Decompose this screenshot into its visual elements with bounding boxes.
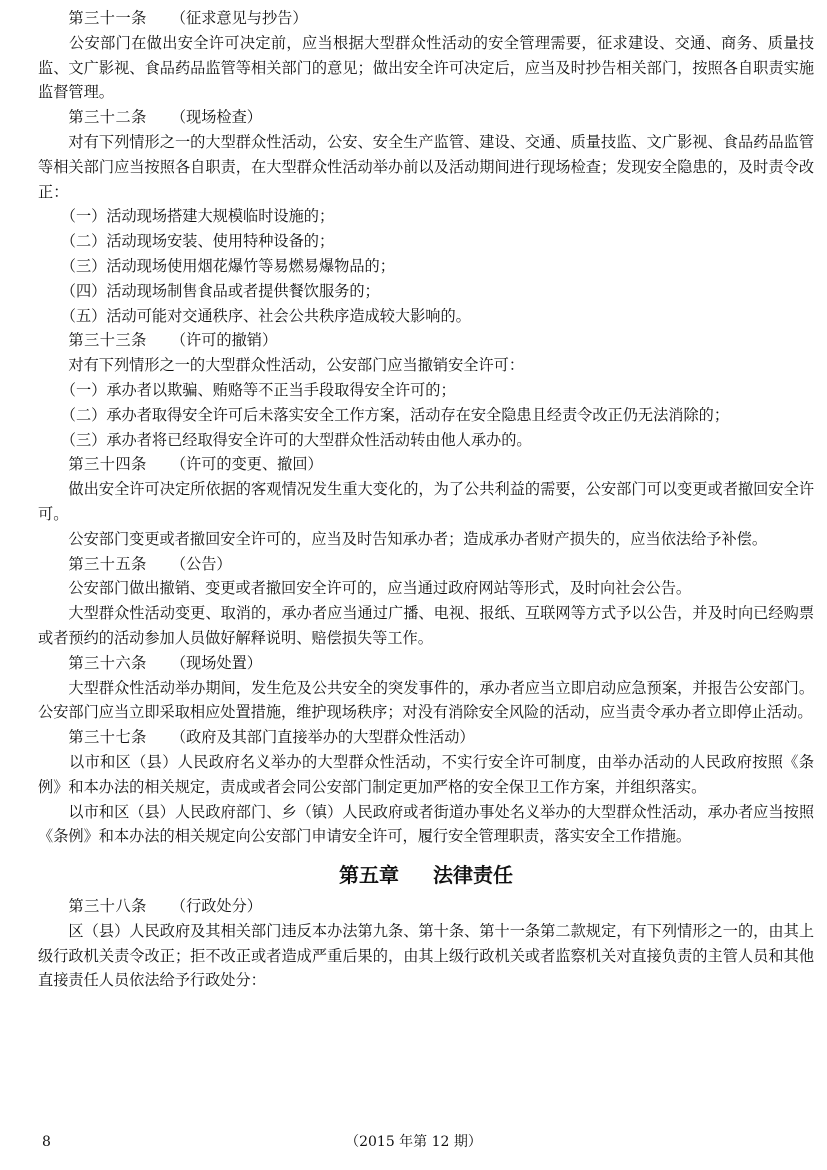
article-number: 第三十二条: [68, 108, 147, 127]
paragraph: （二）承办者取得安全许可后未落实安全工作方案，活动存在安全隐患且经责令改正仍无法消除的；: [38, 405, 730, 424]
paragraph: 公安部门在做出安全许可决定前，应当根据大型群众性活动的安全管理需要，征求建设、交通、商务、质量技监、文广影视、食品药品监管等相关部门的意见；做出安全许可决定后，应当及时抄告相关部门，按照各自职责实施监督管理。: [38, 33, 814, 102]
page-number: 8: [42, 1134, 51, 1150]
article-number: 第三十三条: [68, 331, 147, 350]
chapter-heading: [38, 860, 814, 890]
article-number: 第三十八条: [68, 897, 147, 916]
article-number: 第三十一条: [68, 9, 147, 27]
article-number: 第三十四条: [68, 455, 147, 474]
issue-label: （2015 年第 12 期）: [345, 1134, 482, 1150]
paragraph: 做出安全许可决定所依据的客观情况发生重大变化的，为了公共利益的需要，公安部门可以变更或者撤回安全许可。: [38, 480, 814, 523]
paragraph: （四）活动现场制售食品或者提供餐饮服务的；: [38, 281, 380, 300]
paragraph: 以市和区（县）人民政府部门、乡（镇）人民政府或者街道办事处名义举办的大型群众性活动，承办者应当按照《条例》和本办法的相关规定向公安部门申请安全许可，履行安全管理职责，落实安全工作措施。: [38, 802, 814, 846]
article-number: 第三十六条: [68, 653, 147, 672]
article-heading: [38, 552, 814, 577]
article-number: 第三十七条: [68, 728, 147, 747]
article-subject: （许可的撤销）: [170, 331, 278, 350]
paragraph: 区（县）人民政府及其相关部门违反本办法第九条、第十条、第十一条第二款规定，有下列情形之一的，由其上级行政机关责令改正；拒不改正或者造成严重后果的，由其上级行政机关或者监察机关对直接负责的主管人员和其他直接责任人员依法给予行政处分：: [38, 921, 814, 990]
paragraph: （二）活动现场安装、使用特种设备的；: [38, 232, 335, 251]
paragraph: （一）活动现场搭建大规模临时设施的；: [38, 207, 335, 226]
chapter-number: 第五章: [339, 863, 399, 888]
paragraph: 对有下列情形之一的大型群众性活动，公安部门应当撤销安全许可：: [38, 356, 524, 375]
article-heading: [38, 328, 814, 353]
article-heading: [38, 894, 814, 919]
article-heading: [38, 105, 814, 130]
paragraph: 公安部门变更或者撤回安全许可的，应当及时告知承办者；造成承办者财产损失的，应当依法给予补偿。: [38, 529, 767, 548]
paragraph: 公安部门做出撤销、变更或者撤回安全许可的，应当通过政府网站等形式，及时向社会公告。: [38, 579, 692, 598]
article-heading: [38, 725, 814, 750]
article-heading: [38, 651, 814, 676]
article-number: 第三十五条: [68, 554, 147, 573]
paragraph: 对有下列情形之一的大型群众性活动，公安、安全生产监管、建设、交通、质量技监、文广影视、食品药品监管等相关部门应当按照各自职责，在大型群众性活动举办前以及活动期间进行现场检查；发现安全隐患的，及时责令改正：: [38, 132, 814, 201]
document-body: [38, 6, 814, 993]
page-footer: [0, 1130, 827, 1154]
article-heading: [38, 452, 814, 477]
article-subject: （行政处分）: [170, 897, 262, 916]
paragraph: 大型群众性活动变更、取消的，承办者应当通过广播、电视、报纸、互联网等方式予以公告，并及时向已经购票或者预约的活动参加人员做好解释说明、赔偿损失等工作。: [38, 604, 814, 647]
paragraph: （三）承办者将已经取得安全许可的大型群众性活动转由他人承办的。: [38, 430, 532, 449]
article-subject: （征求意见与抄告）: [170, 9, 308, 27]
paragraph: （一）承办者以欺骗、贿赂等不正当手段取得安全许可的；: [38, 380, 456, 399]
paragraph: （五）活动可能对交通秩序、社会公共秩序造成较大影响的。: [38, 306, 471, 325]
paragraph: 大型群众性活动举办期间，发生危及公共安全的突发事件的，承办者应当立即启动应急预案，并报告公安部门。公安部门应当立即采取相应处置措施，维护现场秩序；对没有消除安全风险的活动，应当责令承办者立即停止活动。: [38, 678, 814, 722]
chapter-title: 法律责任: [433, 863, 513, 888]
article-subject: （许可的变更、撤回）: [170, 455, 323, 474]
article-subject: （现场处置）: [170, 653, 262, 672]
article-subject: （公告）: [170, 554, 232, 573]
article-subject: （政府及其部门直接举办的大型群众性活动）: [170, 728, 475, 747]
article-subject: （现场检查）: [170, 108, 262, 127]
paragraph: （三）活动现场使用烟花爆竹等易燃易爆物品的；: [38, 256, 395, 275]
paragraph: 以市和区（县）人民政府名义举办的大型群众性活动，不实行安全许可制度，由举办活动的人民政府按照《条例》和本办法的相关规定，责成或者会同公安部门制定更加严格的安全保卫工作方案，并组织落实。: [38, 752, 814, 796]
article-heading: [38, 6, 814, 31]
